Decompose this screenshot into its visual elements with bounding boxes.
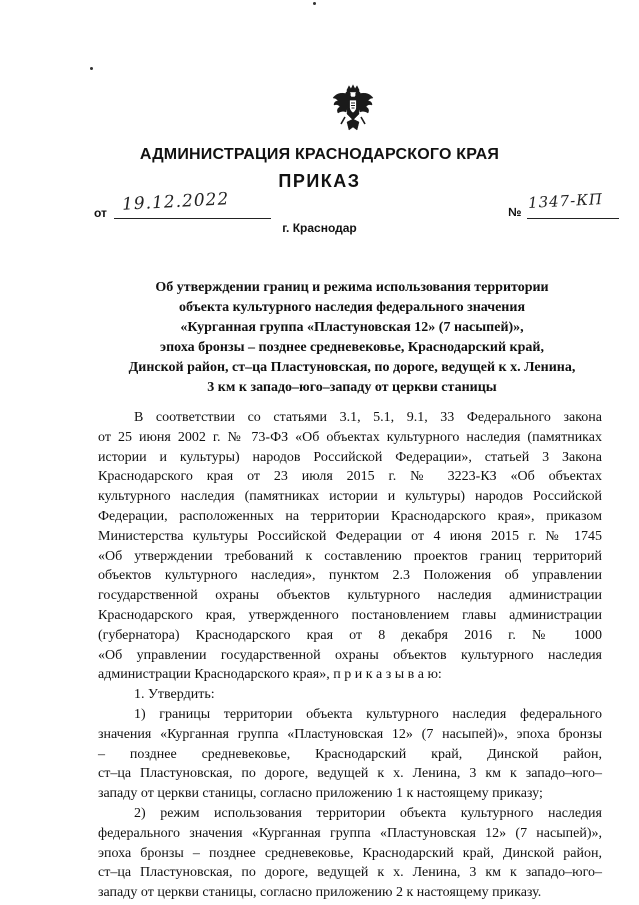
body-line: (губернатора) Краснодарского края от 8 декабря 2016 г. № 1000	[98, 627, 602, 643]
body-line: западу от церкви станицы, согласно приложению 1 к настоящему приказу;	[98, 786, 543, 802]
title-line: эпоха бронзы – позднее средневековье, Краснодарский край,	[160, 340, 544, 355]
document-type: ПРИКАЗ	[278, 171, 361, 191]
number-label: №	[508, 205, 522, 219]
body-line: истории и культуры) народов Российской Федерации», статьей 3 Закона	[98, 449, 602, 465]
body-line: западу от церкви станицы, согласно приложению 2 к настоящему приказу.	[98, 885, 542, 901]
city-name: г. Краснодар	[282, 221, 357, 235]
body-line: «Об утверждении требований к составлению проектов границ территорий	[98, 548, 602, 564]
body-line: 2) режим использования территории объекта культурного наследия	[134, 805, 602, 821]
coat-of-arms-icon	[331, 84, 375, 136]
date-underline	[114, 218, 271, 219]
title-line: Об утверждении границ и режима использования территории	[155, 280, 549, 295]
title-line: Динской район, ст–ца Пластуновская, по дороге, ведущей к х. Ленина,	[128, 360, 576, 375]
scan-speck	[90, 67, 93, 70]
body-line: Министерства культуры Российской Федерации от 4 июня 2015 г. № 1745	[98, 528, 602, 544]
body-line: 1. Утвердить:	[134, 687, 215, 703]
body-line: федерального значения «Курганная группа «Пластуновская 12» (7 насыпей)»,	[98, 825, 602, 841]
body-line: Краснодарского края, утвержденного постановлением главы администрации	[98, 607, 602, 623]
body-line: В соответствии со статьями 3.1, 5.1, 9.1, 33 Федерального закона	[134, 410, 602, 425]
body-line: Федерации, расположенных на территории Краснодарского края», приказом	[98, 508, 602, 524]
document-title	[90, 278, 614, 398]
body-line: значения «Курганная группа «Пластуновская 12» (7 насыпей)», эпоха бронзы	[98, 726, 602, 742]
number-underline	[527, 218, 619, 219]
body-line: объектов культурного наследия», пунктом 2.3 Положения об управлении	[98, 568, 602, 584]
date-label: от	[94, 206, 107, 220]
body-line: эпоха бронзы – позднее средневековье, Краснодарский край, Динской район,	[98, 845, 602, 861]
number-value: 1347-КП	[527, 190, 604, 212]
body-line: ст–ца Пластуновская, по дороге, ведущей к х. Ленина, 3 км к западо–юго–	[98, 865, 602, 881]
body-line: Краснодарского края от 23 июля 2015 г. № 3223-КЗ «Об объектах	[98, 469, 602, 485]
date-value: 19.12.2022	[121, 189, 230, 215]
body-line: – позднее средневековье, Краснодарский край, Динской район,	[98, 746, 602, 762]
title-line: 3 км к западо–юго–западу от церкви станицы	[207, 380, 497, 395]
organization-name: АДМИНИСТРАЦИЯ КРАСНОДАРСКОГО КРАЯ	[139, 146, 500, 163]
title-line: объекта культурного наследия федерального значения	[178, 300, 526, 315]
body-line: культурного наследия (памятниках истории и культуры) народов Российской	[98, 489, 602, 505]
body-line: «Об управлении государственной охраны объектов культурного наследия	[98, 647, 602, 663]
document-body	[98, 408, 602, 903]
title-line: «Курганная группа «Пластуновская 12» (7 насыпей)»,	[180, 320, 524, 335]
body-line: от 25 июня 2002 г. № 73-ФЗ «Об объектах культурного наследия (памятниках	[98, 429, 602, 445]
scan-speck	[313, 2, 316, 5]
body-line: администрации Краснодарского края», п р и к а з ы в а ю:	[98, 667, 442, 683]
body-line: государственной охраны объектов культурного наследия администрации	[98, 588, 602, 604]
body-line: ст–ца Пластуновская, по дороге, ведущей к х. Ленина, 3 км к западо–юго–	[98, 766, 602, 782]
body-line: 1) границы территории объекта культурного наследия федерального	[134, 706, 602, 722]
